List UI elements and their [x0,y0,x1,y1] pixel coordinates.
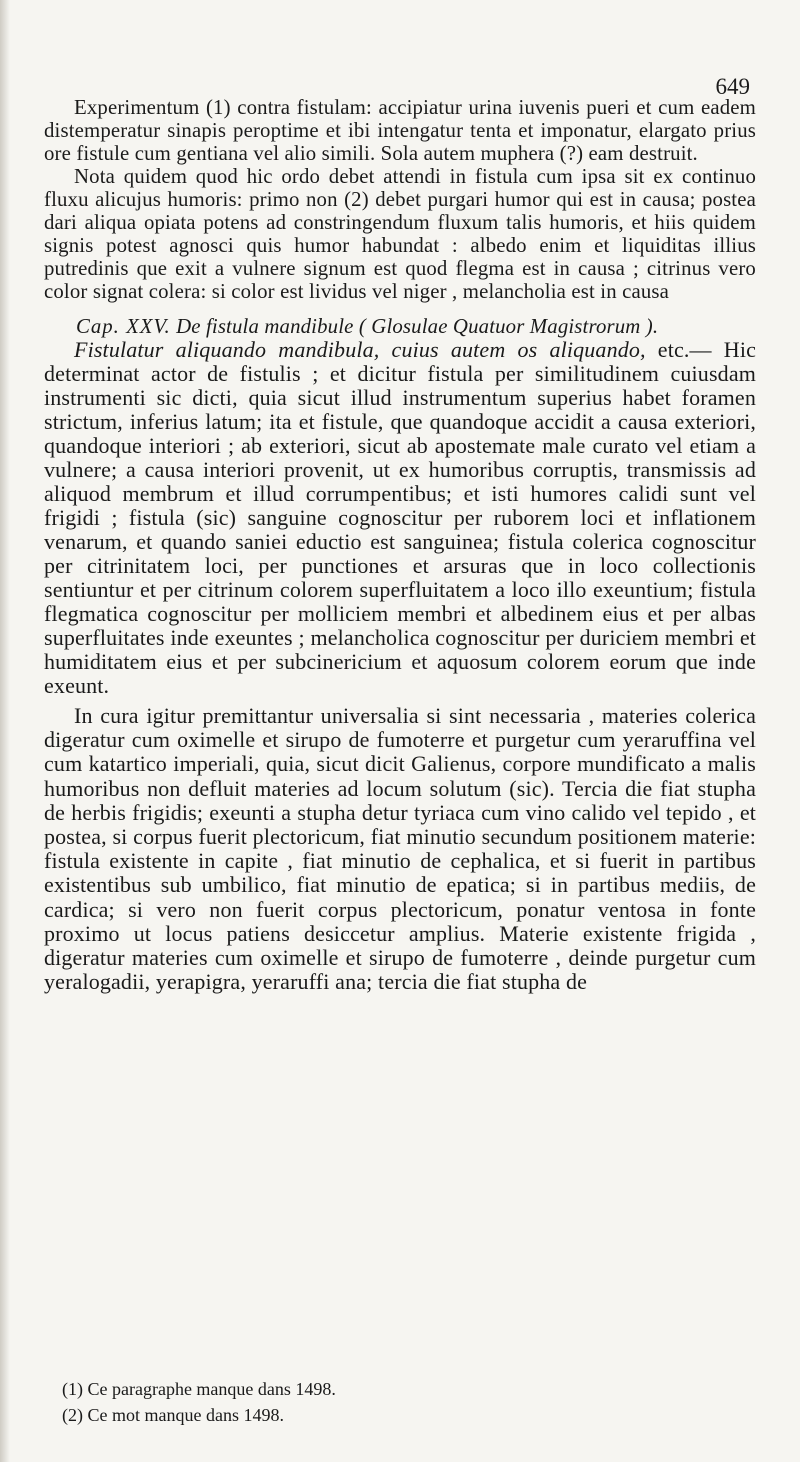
paragraph-text: In cura igitur premittantur universalia si sint necessaria , materies colerica digeratur cum oximelle et sirupo de fumoterre et purgetur cum yeraruffina vel cum katartico imperiali, quia, sicut dicit Galienus, corpore mundificato a malis humoribus non defluit materies ad locum solutum (sic). Tercia die fiat stupha de herbis frigidis; exeunti a stupha detur tyriaca cum vino calido vel tepido , et postea, si corpus fuerit plectoricum, fiat minutio secundum positionem materie: fistula existente in capite , fiat minutio de cephalica, et si fuerit in partibus existentibus sub umbilico, fiat minutio de epatica; si in partibus mediis, de cardica; si vero non fuerit corpus plectoricum, ponatur ventosa in fonte proximo ut locus patiens desiccetur amplius. Materie existente frigida , digeratur materies cum oximelle et sirupo de fumoterre , deinde purgetur cum yeralogadii, yerapigra, yeraruffi ana; tercia die fiat stupha de [44,703,756,995]
paragraph-nota: Nota quidem quod hic ordo debet attendi in fistula cum ipsa sit ex continuo fluxu alicujus humoris: primo non (2) debet purgari humor qui est in causa; postea dari aliqua opiata potens ad constringendum fluxum talis humoris, et hiis quidem signis potest agnosci quis humor habundat : albedo enim et liquiditas illius putredinis que exit a vulnere signum est quod flegma est in causa ; citrinus vero color signat colera: si color est lividus vel niger , melancholia est in causa [44,165,756,303]
footnote-1: (1) Ce paragraphe manque dans 1498. [62,1379,336,1399]
paragraph-lead-italic: Fistulatur aliquando mandibula, cuius autem os aliquando, [74,337,646,362]
page-body [44,96,756,994]
paragraph-text: etc.— Hic determinat actor de fistulis ; et dicitur fistula per similitudinem cuiusdam instrumenti sic dicti, quia sicut illud instrumentum superius habet foramen strictum, inferius latum; ita et fistule, que quandoque accidit a causa exteriori, quandoque interiori ; ab exteriori, sicut ab apostemate male curato vel etiam a vulnere; a causa interiori provenit, ut ex humoribus corruptis, transmissis ad aliquod membrum et illud corrumpentibus; et isti humores calidi sunt vel frigidi ; fistula (sic) sanguine cognoscitur per ruborem loci et inflationem venarum, et quando saniei eductio est sanguinea; fistula colerica cognoscitur per citrinitatem loci, per punctiones et arsuras que in loco collectionis sentiuntur et per citrinum colorem superfluitatem a loco illo exeuntium; fistula flegmatica cognoscitur per molliciem membri et albedinem eius et per albas superfluitates inde exeuntes ; melancholica cognoscitur per duriciem membri et humiditatem eius et per subcinericium et aquosum colorem eorum que inde exeunt. [44,337,757,698]
paragraph-experimentum: Experimentum (1) contra fistulam: accipiatur urina iuvenis pueri et cum eadem distemperatur sinapis peroptime et ibi intengatur tenta et imponatur, elargato prius ore fistule cum gentiana vel alio simili. Sola autem muphera (?) eam destruit. [44,96,756,165]
footnotes [62,1376,742,1428]
chapter-title: De fistula mandibule ( Glosulae Quatuor Magistrorum ). [176,315,659,338]
chapter-number: Cap. XXV. [76,315,171,338]
chapter-heading [44,315,756,338]
footnote-2: (2) Ce mot manque dans 1498. [62,1405,284,1425]
page-number: 649 [715,74,750,99]
paragraph-cura [44,704,756,994]
paragraph-fistulatur [44,338,756,698]
